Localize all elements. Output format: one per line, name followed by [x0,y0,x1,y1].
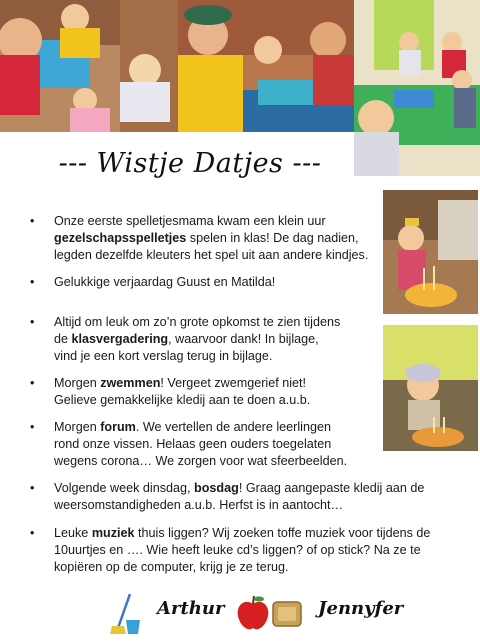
footer [0,592,480,640]
bullet-text [54,274,275,291]
bullet-segment: thuis liggen? Wij zoeken toffe muziek voor tijdens de [134,526,431,540]
bullet-segment: rond onze vissen. Helaas geen ouders toegelaten [54,437,332,451]
bullet-segment: kopiëren op de computer, krijg je ze terug. [54,560,289,574]
bullet-line [54,274,275,291]
photo-birthday-cake-crown [383,190,478,314]
bullet-line [54,348,340,365]
signature-left: Arthur [157,598,225,619]
bullet-text [54,213,368,264]
bullet-dot: • [30,481,35,495]
bullet-segment: . We vertellen de andere leerlingen [135,420,331,434]
bullet-segment: Leuke [54,526,92,540]
bullet-line [54,392,310,409]
bullet-line [54,497,424,514]
bullet-text [54,480,424,514]
bullet-line [54,247,368,264]
bullet-line [54,213,368,230]
bullet-keyword: bosdag [194,481,239,495]
bullet-segment: Gelieve gemakkelijke kledij aan te doen a.u.b. [54,393,311,407]
bullet-segment: de [54,332,72,346]
bullet-dot: • [30,275,35,289]
bullet-dot: • [30,376,35,390]
bullet-dot: • [30,214,35,228]
bullet-segment: wegens corona… We zorgen voor wat sfeerbeelden. [54,454,348,468]
bullet-dot: • [30,420,35,434]
bullet-line [54,230,368,247]
bullet-line [54,419,347,436]
photo-children-playing-game [0,0,178,132]
bullet-text [54,314,340,365]
bullet-segment: spelen in klas! De dag nadien, [186,231,359,245]
bullet-dot: • [30,315,35,329]
bullet-line [54,525,430,542]
broom-bucket-icon [108,592,142,636]
bullet-segment: vind je een kort verslag terug in bijlage. [54,349,273,363]
bullet-segment: Altijd om leuk om zo’n grote opkomst te zien tijdens [54,315,341,329]
bullet-segment: Morgen [54,376,101,390]
bullet-segment: weersomstandigheden a.u.b. Herfst is in aantocht… [54,498,344,512]
bullet-text [54,419,347,470]
bullet-segment: Gelukkige verjaardag Guust en Matilda! [54,275,276,289]
bullet-line [54,331,340,348]
photo-boy-green-cap-board-game [178,0,354,132]
bullet-line [54,314,340,331]
bullet-segment: ! Vergeet zwemgerief niet! [160,376,307,390]
bullet-keyword: zwemmen [100,376,161,390]
bullet-line [54,375,310,392]
bullet-text [54,375,310,409]
bullet-line [54,559,430,576]
apple-icon [236,594,270,632]
bullet-segment: legden dezelfde kleuters het spel uit aan andere kindjes. [54,248,369,262]
bullet-segment: ! Graag aangepaste kledij aan de [238,481,425,495]
bullet-line [54,480,424,497]
bullet-text [54,525,430,576]
bullet-segment: 10uurtjes en …. Wie heeft leuke cd’s liggen? of op stick? Na ze te [54,543,421,557]
bullet-segment: Volgende week dinsdag, [54,481,195,495]
bullet-segment: Morgen [54,420,101,434]
bullet-segment: , waarvoor dank! In bijlage, [168,332,319,346]
bullet-keyword: forum [100,420,136,434]
signature-right: Jennyfer [318,598,404,619]
bullet-dot: • [30,526,35,540]
bullet-line [54,542,430,559]
page-title: --- Wistje Datjes --- [58,148,322,179]
bullet-keyword: gezelschapsspelletjes [54,231,187,245]
bullet-keyword: klasvergadering [71,332,169,346]
bullet-keyword: muziek [91,526,135,540]
tablet-icon [272,600,302,628]
bullet-line [54,453,347,470]
photo-birthday-candles [383,325,478,451]
bullet-segment: Onze eerste spelletjesmama kwam een klein uur [54,214,326,228]
bullet-line [54,436,347,453]
